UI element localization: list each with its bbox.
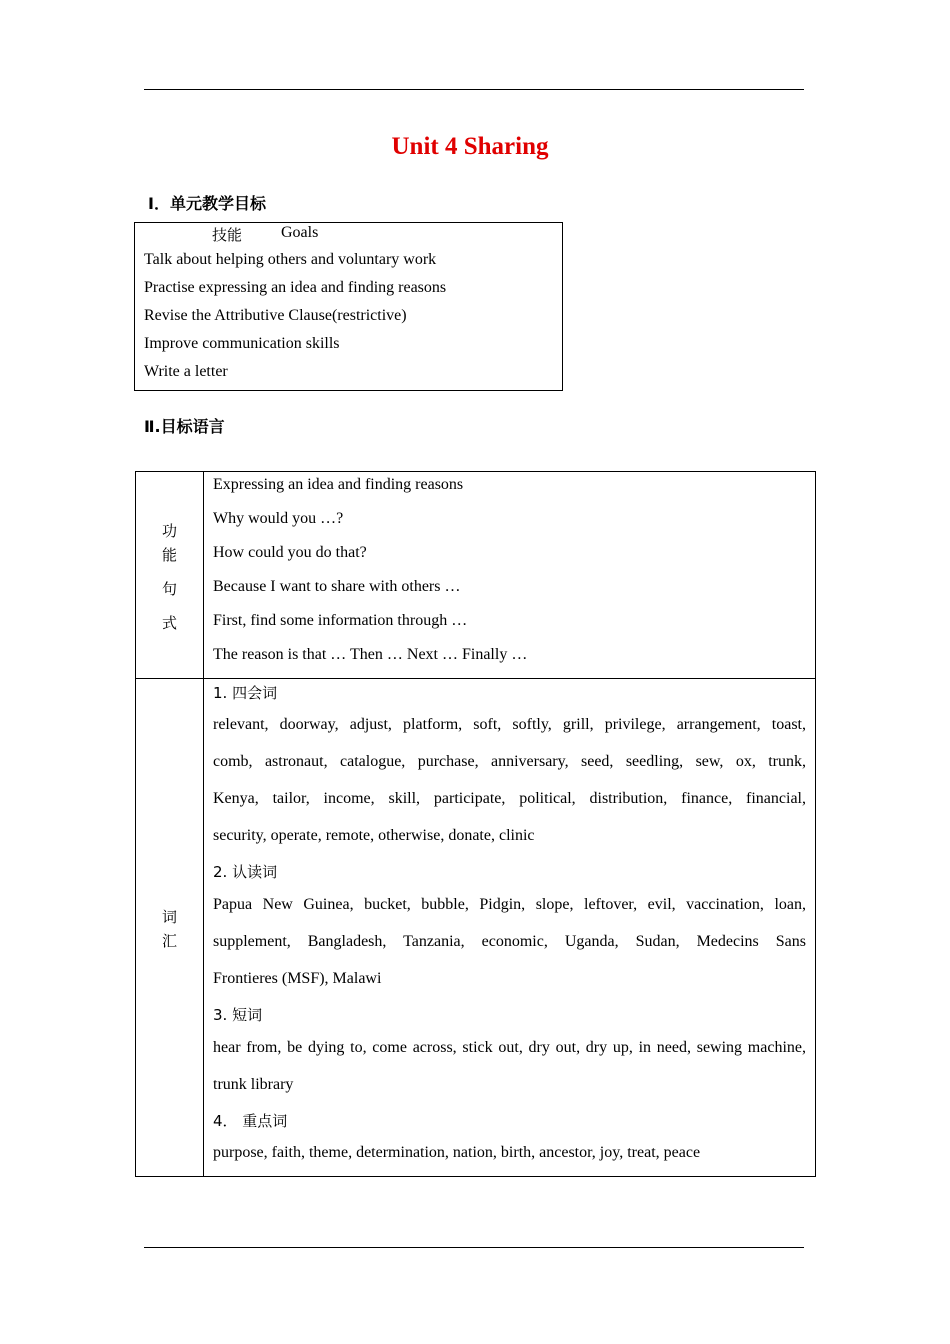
- section-heading-goals: Ⅰ．单元教学目标: [148, 194, 266, 213]
- goal-item: Talk about helping others and voluntary work: [144, 251, 437, 268]
- function-sentence: First, find some information through …: [213, 612, 468, 629]
- vocab-line: hear from, be dying to, come across, stick out, dry out, dry up, in need, sewing machine,: [213, 1039, 806, 1056]
- function-sentence: Expressing an idea and finding reasons: [213, 476, 464, 493]
- function-sentence: How could you do that?: [213, 544, 367, 561]
- function-sentence: Why would you …?: [213, 510, 344, 527]
- vocab-line: Kenya, tailor, income, skill, participate, political, distribution, finance, financial,: [213, 790, 806, 807]
- function-label-char: 功: [161, 522, 177, 540]
- function-label-char: 句: [161, 580, 177, 598]
- vocab-subheading: 3. 短词: [213, 1006, 263, 1024]
- vocab-line: supplement, Bangladesh, Tanzania, economic, Uganda, Sudan, Medecins Sans: [213, 933, 806, 950]
- goal-item: Improve communication skills: [144, 335, 340, 352]
- goal-item: Revise the Attributive Clause(restrictive): [144, 307, 407, 324]
- footer-rule: [144, 1247, 804, 1248]
- vocab-line: security, operate, remote, otherwise, donate, clinic: [213, 827, 535, 844]
- goals-header-cn: 技能: [212, 226, 243, 244]
- page-title: Unit 4 Sharing: [391, 133, 549, 160]
- vocab-line: trunk library: [213, 1076, 294, 1093]
- goal-item: Practise expressing an idea and finding reasons: [144, 279, 447, 296]
- vocab-line: relevant, doorway, adjust, platform, soft, softly, grill, privilege, arrangement, toast,: [213, 716, 806, 733]
- function-sentence: The reason is that … Then … Next … Finally …: [213, 646, 528, 663]
- vocab-label-char: 词: [161, 908, 177, 926]
- goal-item: Write a letter: [144, 363, 228, 380]
- goals-table-header: [135, 224, 562, 244]
- vocab-label-char: 汇: [161, 932, 177, 950]
- vocab-line: Frontieres (MSF), Malawi: [213, 970, 382, 987]
- function-label-char: 能: [161, 546, 177, 564]
- header-rule: [144, 89, 804, 90]
- vocab-subheading: 2. 认读词: [213, 863, 278, 881]
- goals-table: [134, 222, 563, 391]
- vocab-subheading: 1. 四会词: [213, 684, 278, 702]
- section-heading-target-language: Ⅱ.目标语言: [144, 417, 225, 436]
- table-row-divider: [136, 678, 815, 679]
- vocab-line: purpose, faith, theme, determination, nation, birth, ancestor, joy, treat, peace: [213, 1144, 701, 1161]
- goals-header-en: Goals: [281, 224, 319, 241]
- function-label-char: 式: [161, 614, 177, 632]
- vocab-line: comb, astronaut, catalogue, purchase, anniversary, seed, seedling, sew, ox, trunk,: [213, 753, 806, 770]
- vocab-line: Papua New Guinea, bucket, bubble, Pidgin, slope, leftover, evil, vaccination, loan,: [213, 896, 806, 913]
- function-sentence: Because I want to share with others …: [213, 578, 461, 595]
- language-table: [135, 471, 816, 1177]
- table-column-divider: [203, 472, 204, 1176]
- vocab-subheading: 4． 重点词: [213, 1112, 288, 1130]
